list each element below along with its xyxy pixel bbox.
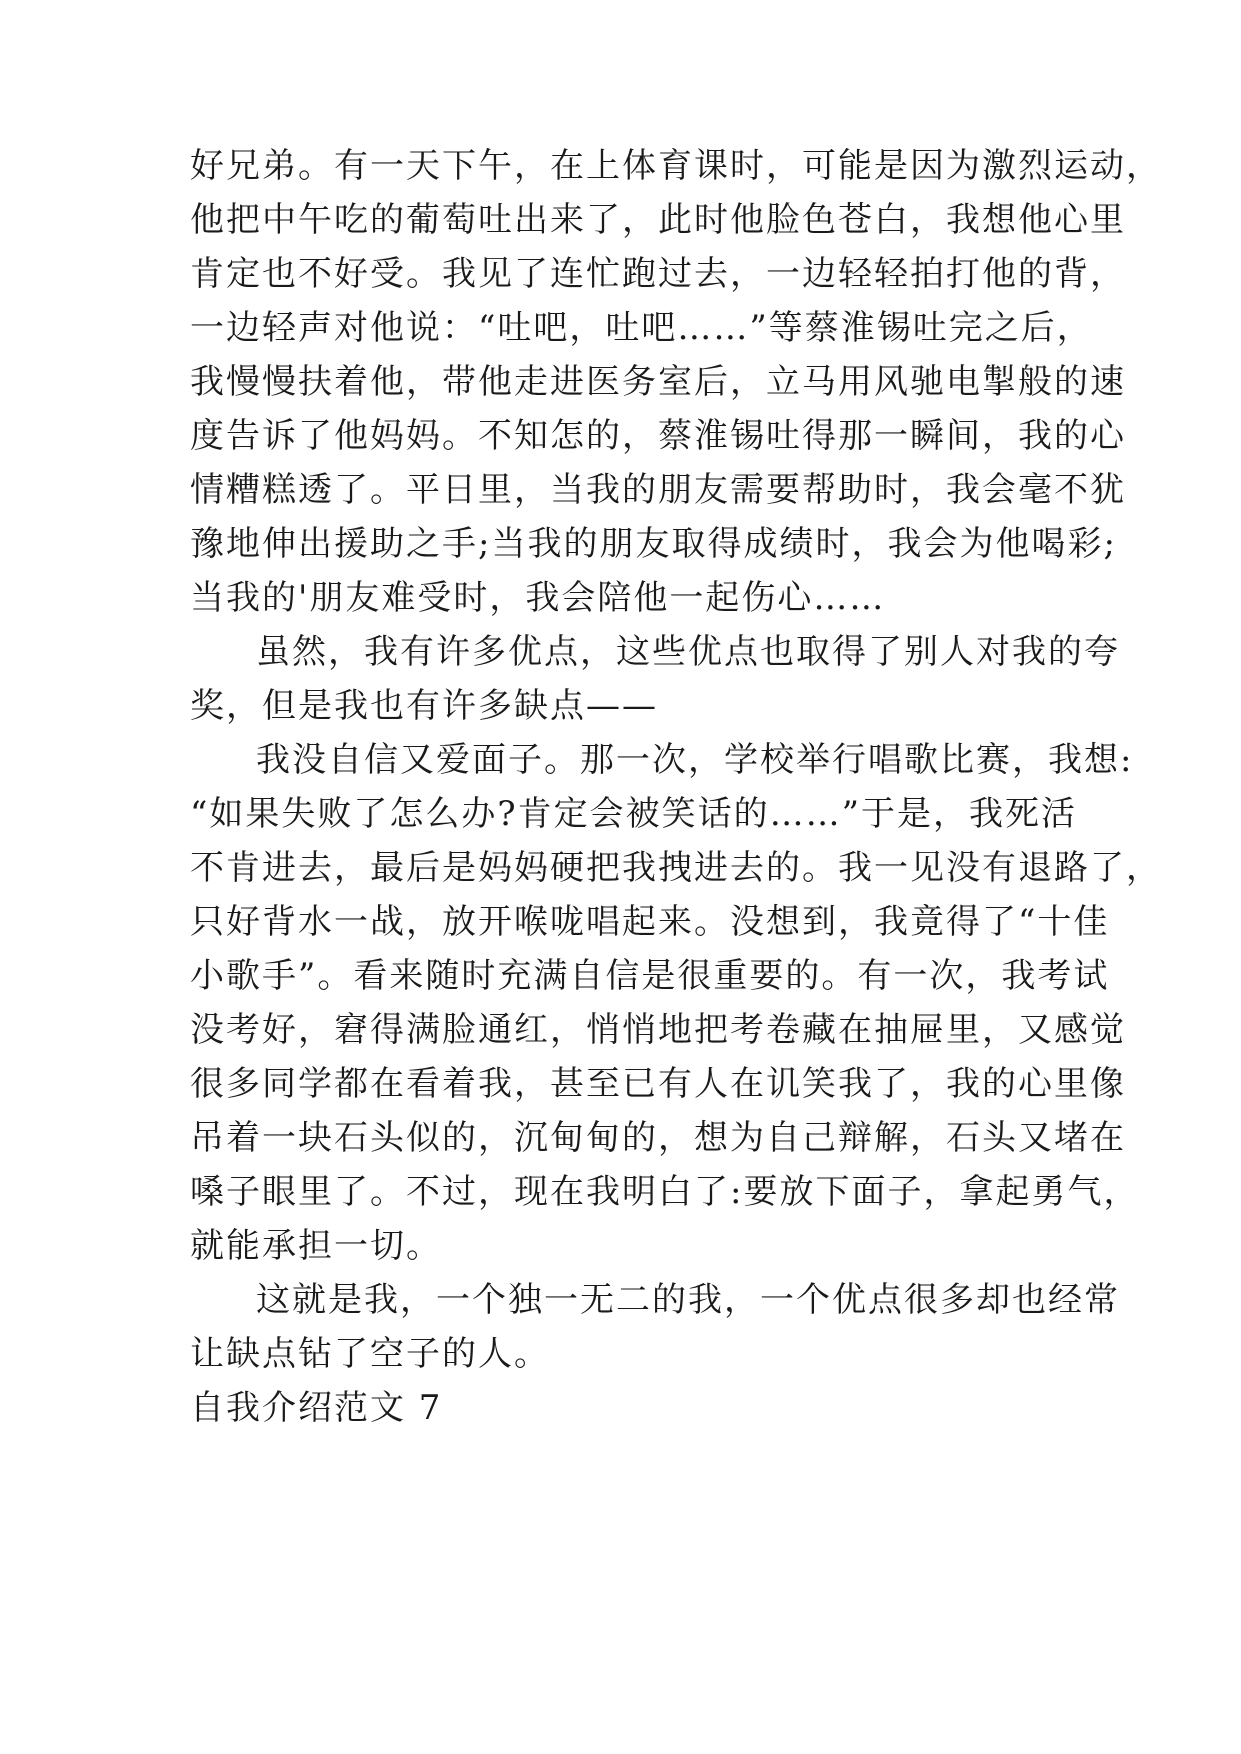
text-line: 肯定也不好受。我见了连忙跑过去，一边轻轻拍打他的背， [190,254,1126,294]
text-line: 豫地伸出援助之手;当我的朋友取得成绩时，我会为他喝彩; [190,524,1117,564]
text-line: 不肯进去，最后是妈妈硬把我拽进去的。我一见没有退路了， [190,848,1162,888]
text-line: 吊着一块石头似的，沉甸甸的，想为自己辩解，石头又堵在 [190,1118,1126,1158]
paragraph-start-line: 我没自信又爱面子。那一次，学校举行唱歌比赛，我想: [256,740,1134,780]
text-line: 他把中午吃的葡萄吐出来了，此时他脸色苍白，我想他心里 [190,200,1126,240]
text-line: 让缺点钻了空子的人。 [190,1334,550,1374]
text-line: 嗓子眼里了。不过，现在我明白了:要放下面子，拿起勇气， [190,1172,1140,1212]
text-line: 好兄弟。有一天下午，在上体育课时，可能是因为激烈运动， [190,146,1162,186]
text-line: 奖，但是我也有许多缺点—— [190,686,658,726]
text-line: 情糟糕透了。平日里，当我的朋友需要帮助时，我会毫不犹 [190,470,1126,510]
text-line: “如果失败了怎么办?肯定会被笑话的……”于是，我死活 [190,794,1077,834]
text-line: 就能承担一切。 [190,1226,442,1266]
paragraph-start-line: 虽然，我有许多优点，这些优点也取得了别人对我的夸 [256,632,1120,672]
text-line: 只好背水一战，放开喉咙唱起来。没想到，我竟得了“十佳 [190,902,1110,942]
text-line: 当我的'朋友难受时，我会陪他一起伤心…… [190,578,886,618]
text-line: 一边轻声对他说：“吐吧，吐吧……”等蔡淮锡吐完之后， [190,308,1093,348]
text-line: 没考好，窘得满脸通红，悄悄地把考卷藏在抽屉里，又感觉 [190,1010,1126,1050]
section-heading: 自我介绍范文 7 [190,1388,443,1428]
text-line: 度告诉了他妈妈。不知怎的，蔡淮锡吐得那一瞬间，我的心 [190,416,1126,456]
text-line: 小歌手”。看来随时充满自信是很重要的。有一次，我考试 [190,956,1110,996]
text-line: 很多同学都在看着我，甚至已有人在讥笑我了，我的心里像 [190,1064,1126,1104]
text-line: 我慢慢扶着他，带他走进医务室后，立马用风驰电掣般的速 [190,362,1126,402]
paragraph-start-line: 这就是我，一个独一无二的我，一个优点很多却也经常 [256,1280,1120,1320]
